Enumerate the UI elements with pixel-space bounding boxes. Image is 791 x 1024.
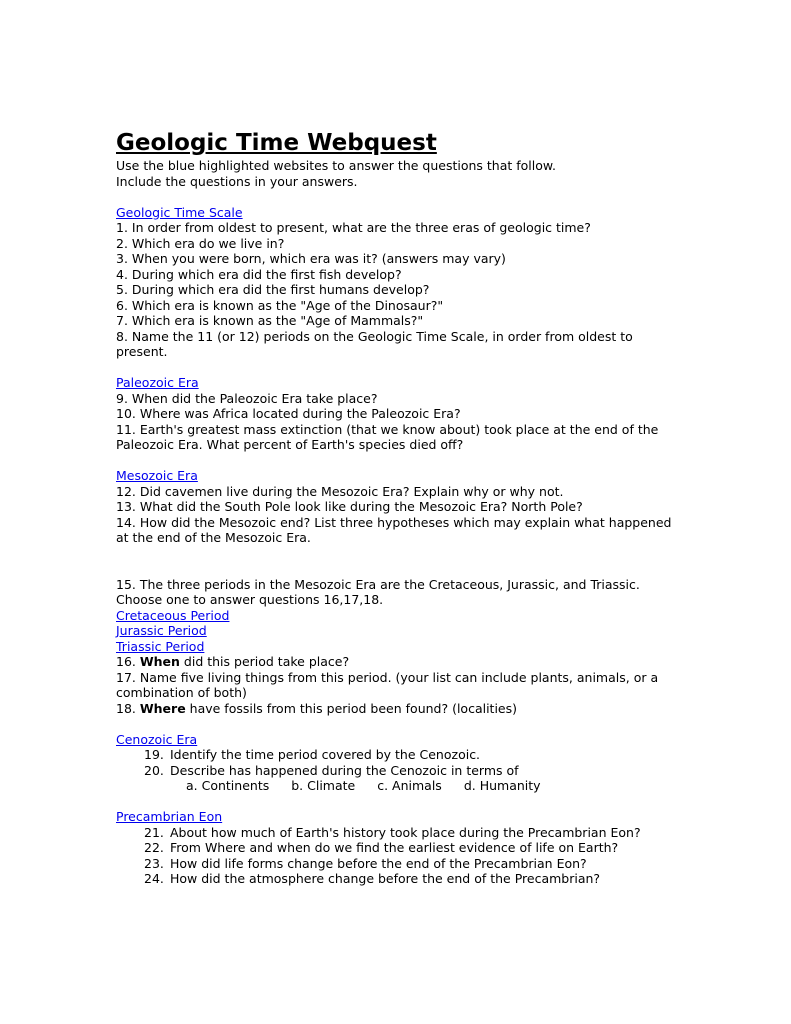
question: 6. Which era is known as the "Age of the Dinosaur?" (116, 297, 444, 313)
question: 10. Where was Africa located during the Paleozoic Era? (116, 406, 461, 421)
list-item: 21. About how much of Earth's history took place during the Precambrian Eon? (144, 824, 641, 840)
question: 9. When did the Paleozoic Era take place? (116, 390, 378, 406)
list-item: 22. From Where and when do we find the earliest evidence of life on Earth? (144, 840, 619, 855)
paleozoic-era-link[interactable]: Paleozoic Era (116, 375, 199, 390)
question: 12. Did cavemen live during the Mesozoic Era? Explain why or why not. (116, 483, 564, 499)
question: 8. Name the 11 (or 12) periods on the Geologic Time Scale, in order from oldest to present. (116, 328, 633, 359)
question: 14. How did the Mesozoic end? List three hypotheses which may explain what happened at the end of the Mesozoic Era. (116, 514, 672, 545)
question: 4. During which era did the first fish develop? (116, 266, 402, 282)
sub-item: c. Animals (377, 778, 442, 793)
cretaceous-period-link[interactable]: Cretaceous Period (116, 607, 230, 623)
question: 3. When you were born, which era was it? (answers may vary) (116, 251, 506, 266)
worksheet (116, 128, 676, 887)
page-title: Geologic Time Webquest (116, 130, 437, 156)
question: 16. When did this period take place? (116, 654, 350, 669)
list-item: 19. Identify the time period covered by the Cenozoic. (144, 747, 481, 762)
question: 18. Where have fossils from this period been found? (localities) (116, 700, 518, 716)
question: 2. Which era do we live in? (116, 235, 285, 251)
list-item: 23. How did life forms change before the end of the Precambrian Eon? (144, 855, 587, 871)
question: 15. The three periods in the Mesozoic Era are the Cretaceous, Jurassic, and Triassic. Choose one to answer questions 16,17,18. (116, 576, 640, 607)
cenozoic-era-link[interactable]: Cenozoic Era (116, 731, 198, 747)
sub-item: a. Continents (186, 778, 270, 793)
triassic-period-link[interactable]: Triassic Period (116, 638, 205, 654)
precambrian-eon-link[interactable]: Precambrian Eon (116, 809, 223, 824)
intro-line: Use the blue highlighted websites to answer the questions that follow. (116, 158, 556, 173)
question: 7. Which era is known as the "Age of Mammals?" (116, 313, 424, 328)
list-item: 24. How did the atmosphere change before the end of the Precambrian? (144, 871, 601, 886)
jurassic-period-link[interactable]: Jurassic Period (116, 623, 207, 638)
question: 5. During which era did the first humans develop? (116, 282, 430, 297)
mesozoic-era-link[interactable]: Mesozoic Era (116, 468, 198, 483)
question: 13. What did the South Pole look like during the Mesozoic Era? North Pole? (116, 499, 583, 514)
question: 11. Earth's greatest mass extinction (that we know about) took place at the end of the Paleozoic Era. What percent of Earth's species died off? (116, 421, 659, 452)
sub-list (116, 778, 676, 794)
question: 17. Name five living things from this period. (your list can include plants, animals, or a combination of both) (116, 669, 659, 700)
list-item: 20. Describe has happened during the Cenozoic in terms of (144, 762, 519, 778)
sub-item: d. Humanity (463, 778, 541, 793)
sub-item: b. Climate (291, 778, 356, 793)
intro-line: Include the questions in your answers. (116, 173, 358, 189)
question: 1. In order from oldest to present, what are the three eras of geologic time? (116, 220, 591, 235)
geologic-time-scale-link[interactable]: Geologic Time Scale (116, 204, 243, 220)
